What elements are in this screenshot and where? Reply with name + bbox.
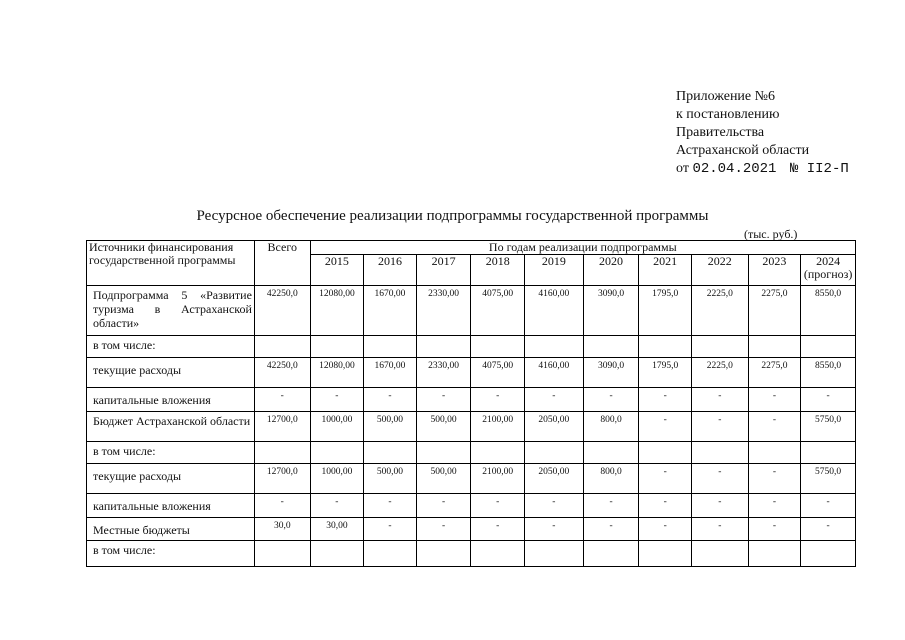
resolution-date: 02.04.2021	[692, 161, 777, 177]
table-row	[87, 494, 856, 518]
header-year	[416, 255, 471, 286]
row-value-2022: -	[691, 494, 748, 518]
table-row	[87, 412, 856, 442]
header-row	[87, 241, 856, 255]
row-total: -	[254, 494, 310, 518]
year-label: 2019	[541, 254, 566, 268]
row-value-2023: -	[748, 464, 801, 494]
row-value-2021: -	[639, 388, 692, 412]
year-label: 2018	[485, 254, 510, 268]
row-value-2019: -	[525, 388, 584, 412]
row-value-2021	[639, 336, 692, 358]
row-value-2016: 1670,00	[364, 286, 417, 336]
row-value-2024: -	[801, 518, 856, 541]
row-value-2016: -	[364, 518, 417, 541]
row-value-2022: -	[691, 518, 748, 541]
year-label: 2016	[377, 254, 402, 268]
row-value-2019: 2050,00	[525, 464, 584, 494]
row-value-2017	[416, 442, 471, 464]
row-total: 12700,0	[254, 464, 310, 494]
row-total	[254, 442, 310, 464]
header-year	[691, 255, 748, 286]
row-value-2018	[471, 541, 525, 567]
header-years-group: По годам реализации подпрограммы	[310, 241, 855, 255]
appendix-title: Приложение №6	[676, 89, 775, 104]
row-value-2024: 5750,0	[801, 412, 856, 442]
row-value-2016	[364, 541, 417, 567]
row-value-2024: -	[801, 494, 856, 518]
year-label: 2021	[653, 254, 678, 268]
row-label: текущие расходы	[87, 464, 255, 494]
year-label: 2020	[599, 254, 624, 268]
row-value-2022: -	[691, 388, 748, 412]
header-year	[748, 255, 801, 286]
row-value-2020: -	[583, 388, 639, 412]
row-value-2020: 3090,0	[583, 286, 639, 336]
row-label: Подпрограмма 5 «Развитие туризма в Астраханской области»	[87, 286, 255, 336]
year-label: 2022	[707, 254, 732, 268]
header-year	[310, 255, 364, 286]
row-value-2018: 2100,00	[471, 464, 525, 494]
row-value-2015	[310, 442, 364, 464]
row-value-2016: 500,00	[364, 412, 417, 442]
resource-table	[86, 240, 856, 567]
row-value-2022	[691, 541, 748, 567]
year-label: 2024	[816, 254, 841, 268]
table-body	[87, 241, 856, 567]
row-value-2017: -	[416, 494, 471, 518]
row-value-2016	[364, 336, 417, 358]
row-label: Местные бюджеты	[87, 518, 255, 541]
row-value-2022	[691, 336, 748, 358]
row-value-2021	[639, 442, 692, 464]
row-value-2021: -	[639, 412, 692, 442]
row-value-2017: 500,00	[416, 412, 471, 442]
table-row	[87, 286, 856, 336]
row-value-2019	[525, 541, 584, 567]
row-value-2023: -	[748, 518, 801, 541]
appendix-line-region: Астраханской области	[676, 143, 810, 158]
row-total: 30,0	[254, 518, 310, 541]
row-value-2018	[471, 336, 525, 358]
row-label: в том числе:	[87, 336, 255, 358]
row-value-2020: 3090,0	[583, 358, 639, 388]
header-source: Источники финансирования государственной программы	[87, 241, 255, 286]
document-title: Ресурсное обеспечение реализации подпрограммы государственной программы	[196, 208, 709, 224]
row-value-2023: -	[748, 412, 801, 442]
row-value-2021: 1795,0	[639, 286, 692, 336]
row-value-2019	[525, 336, 584, 358]
row-value-2015: 12080,00	[310, 358, 364, 388]
row-value-2021: -	[639, 464, 692, 494]
table-row	[87, 336, 856, 358]
row-label: капитальные вложения	[87, 388, 255, 412]
table-row	[87, 541, 856, 567]
appendix-block	[676, 88, 849, 178]
row-label: Бюджет Астраханской области	[87, 412, 255, 442]
row-value-2017	[416, 541, 471, 567]
row-value-2018: 2100,00	[471, 412, 525, 442]
header-year	[639, 255, 692, 286]
row-value-2023: 2275,0	[748, 358, 801, 388]
row-value-2017: -	[416, 388, 471, 412]
row-value-2022	[691, 442, 748, 464]
row-total	[254, 336, 310, 358]
row-value-2015: -	[310, 494, 364, 518]
header-year	[801, 255, 856, 286]
row-value-2023: -	[748, 388, 801, 412]
year-label: 2023	[762, 254, 787, 268]
row-value-2015: 1000,00	[310, 464, 364, 494]
row-value-2022: -	[691, 412, 748, 442]
row-value-2022: 2225,0	[691, 358, 748, 388]
row-value-2015: 1000,00	[310, 412, 364, 442]
row-value-2017: -	[416, 518, 471, 541]
table-row	[87, 358, 856, 388]
row-value-2020	[583, 442, 639, 464]
row-total	[254, 541, 310, 567]
row-value-2020	[583, 541, 639, 567]
row-value-2019	[525, 442, 584, 464]
row-value-2022: -	[691, 464, 748, 494]
row-value-2018: -	[471, 494, 525, 518]
row-value-2020: 800,0	[583, 464, 639, 494]
row-value-2016	[364, 442, 417, 464]
header-year	[364, 255, 417, 286]
row-value-2016: -	[364, 388, 417, 412]
table-row	[87, 388, 856, 412]
row-value-2017: 2330,00	[416, 286, 471, 336]
row-label: капитальные вложения	[87, 494, 255, 518]
row-value-2019: 4160,00	[525, 358, 584, 388]
row-total: 42250,0	[254, 358, 310, 388]
row-value-2016: 500,00	[364, 464, 417, 494]
row-value-2015: 30,00	[310, 518, 364, 541]
table-row	[87, 442, 856, 464]
row-label: в том числе:	[87, 442, 255, 464]
row-value-2021: -	[639, 494, 692, 518]
row-value-2024	[801, 442, 856, 464]
header-total: Всего	[254, 241, 310, 286]
row-value-2024: 8550,0	[801, 286, 856, 336]
row-value-2023: -	[748, 494, 801, 518]
row-total: 42250,0	[254, 286, 310, 336]
row-value-2019: -	[525, 494, 584, 518]
row-value-2018: -	[471, 518, 525, 541]
header-year	[583, 255, 639, 286]
header-year	[471, 255, 525, 286]
year-label: 2017	[431, 254, 456, 268]
resolution-number: № II2-П	[789, 161, 849, 177]
row-value-2017	[416, 336, 471, 358]
row-total: -	[254, 388, 310, 412]
row-label: текущие расходы	[87, 358, 255, 388]
row-value-2015	[310, 541, 364, 567]
row-total: 12700,0	[254, 412, 310, 442]
row-value-2020	[583, 336, 639, 358]
row-value-2017: 500,00	[416, 464, 471, 494]
row-value-2024: 8550,0	[801, 358, 856, 388]
appendix-line-government: Правительства	[676, 125, 765, 140]
appendix-line-resolution: к постановлению	[676, 107, 780, 122]
row-value-2023: 2275,0	[748, 286, 801, 336]
year-label: 2015	[324, 254, 349, 268]
row-value-2020: 800,0	[583, 412, 639, 442]
row-value-2018: 4075,00	[471, 358, 525, 388]
row-value-2019: 4160,00	[525, 286, 584, 336]
row-value-2022: 2225,0	[691, 286, 748, 336]
table-row	[87, 464, 856, 494]
row-value-2021: 1795,0	[639, 358, 692, 388]
row-value-2023	[748, 442, 801, 464]
row-value-2024	[801, 336, 856, 358]
row-label: в том числе:	[87, 541, 255, 567]
row-value-2021: -	[639, 518, 692, 541]
row-value-2021	[639, 541, 692, 567]
row-value-2017: 2330,00	[416, 358, 471, 388]
row-value-2015: 12080,00	[310, 286, 364, 336]
header-year	[525, 255, 584, 286]
row-value-2023	[748, 541, 801, 567]
row-value-2020: -	[583, 518, 639, 541]
row-value-2019: 2050,00	[525, 412, 584, 442]
row-value-2018: 4075,00	[471, 286, 525, 336]
row-value-2019: -	[525, 518, 584, 541]
row-value-2015: -	[310, 388, 364, 412]
row-value-2024	[801, 541, 856, 567]
row-value-2018	[471, 442, 525, 464]
appendix-date-line	[676, 160, 849, 178]
row-value-2024: -	[801, 388, 856, 412]
forecast-note: (прогноз)	[803, 267, 853, 281]
row-value-2018: -	[471, 388, 525, 412]
table-row	[87, 518, 856, 541]
date-prefix: от	[676, 161, 689, 176]
row-value-2015	[310, 336, 364, 358]
row-value-2016: 1670,00	[364, 358, 417, 388]
row-value-2024: 5750,0	[801, 464, 856, 494]
row-value-2023	[748, 336, 801, 358]
units-label: (тыс. руб.)	[744, 227, 798, 241]
row-value-2016: -	[364, 494, 417, 518]
row-value-2020: -	[583, 494, 639, 518]
